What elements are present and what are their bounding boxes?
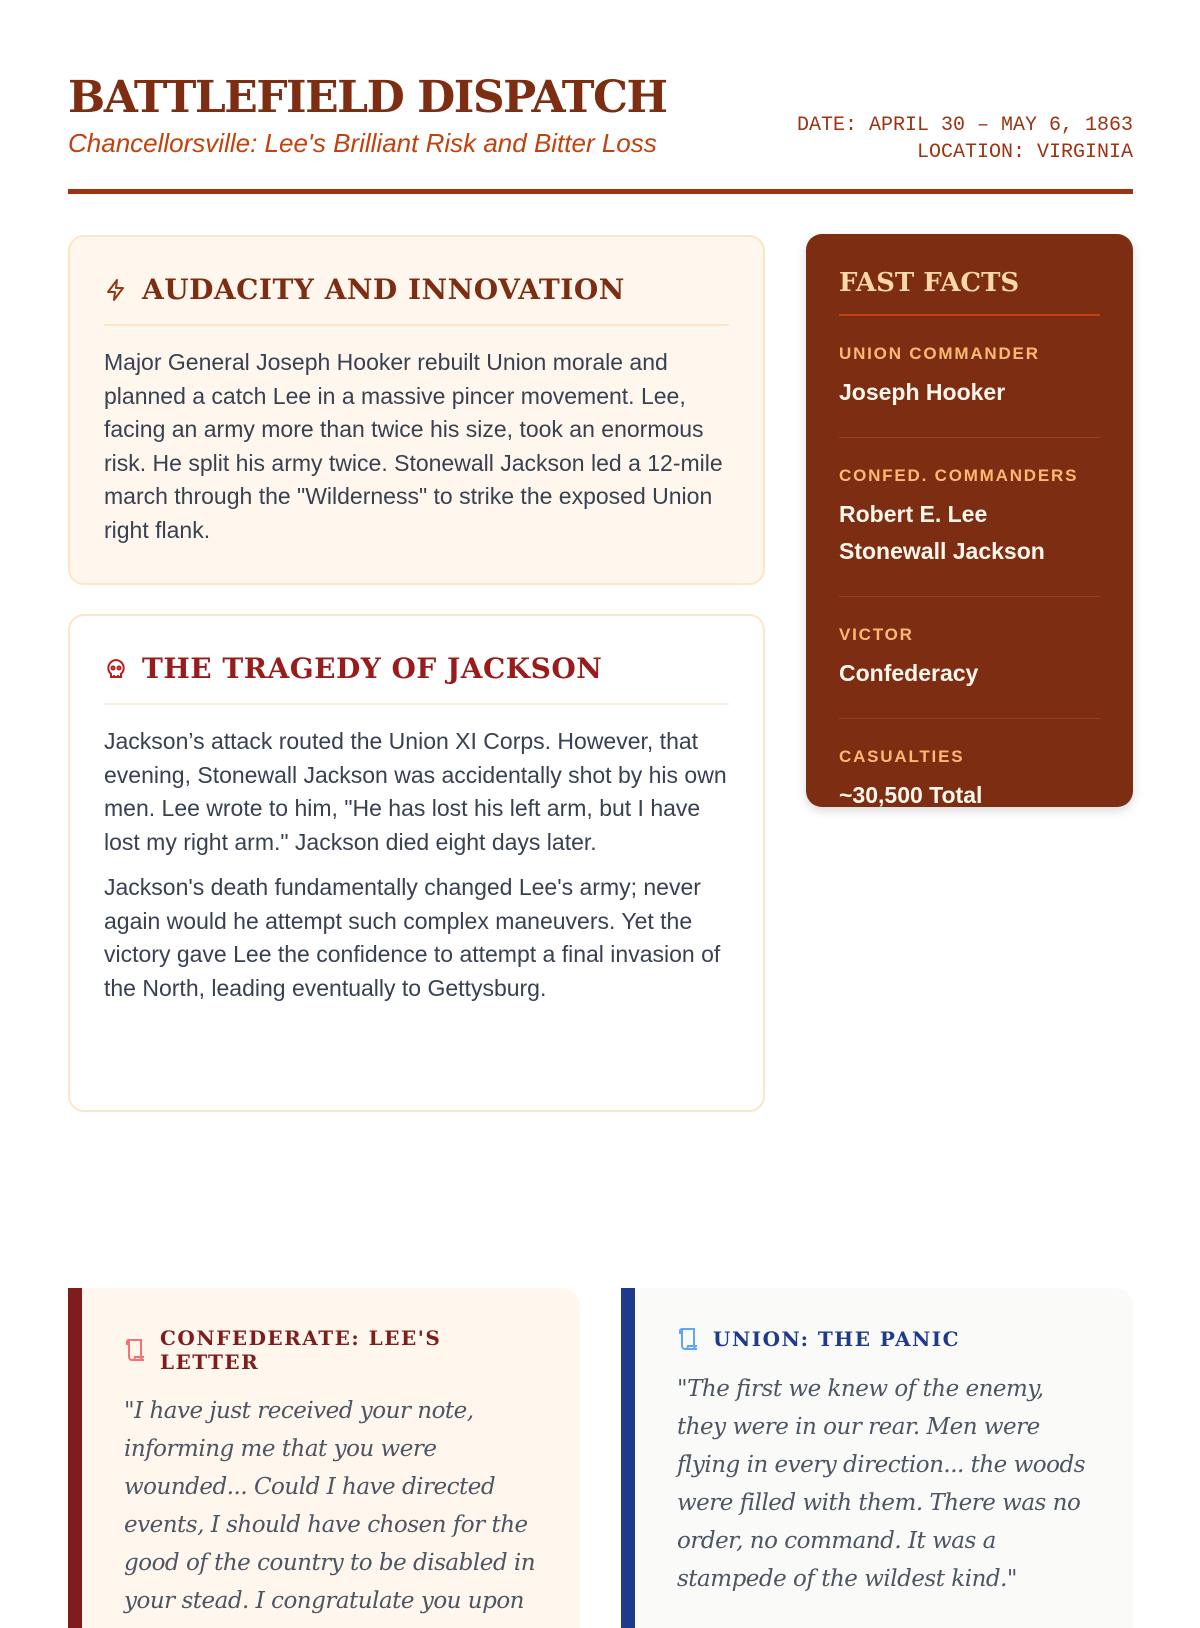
dispatch-meta bbox=[797, 112, 1133, 166]
quote-union bbox=[621, 1288, 1133, 1628]
fast-facts bbox=[806, 234, 1133, 807]
fact-victor bbox=[839, 597, 1100, 719]
page-subtitle: Chancellorsville: Lee's Brilliant Risk and Bitter Loss bbox=[68, 128, 657, 158]
quote-text: "The first we knew of the enemy, they were in our rear. Men were flying in every direction... the woods were filled with them. There was no order, no command. It was a stampede of the wildest kind." bbox=[677, 1376, 1086, 1592]
section-heading bbox=[104, 616, 729, 705]
quote-title: UNION: THE PANIC bbox=[713, 1327, 961, 1351]
page-title: BATTLEFIELD DISPATCH bbox=[68, 72, 667, 123]
fact-label: CASUALTIES bbox=[839, 747, 965, 766]
fact-value: Robert E. Lee bbox=[839, 501, 988, 527]
fact-value: Joseph Hooker bbox=[839, 379, 1006, 405]
quote-heading bbox=[124, 1326, 540, 1374]
section-title: AUDACITY AND INNOVATION bbox=[142, 273, 625, 306]
section-paragraph: Major General Joseph Hooker rebuilt Union morale and planned a catch Lee in a massive pincer movement. Lee, facing an army more than twice his size, took an enormous risk. He split his army twice. Stonewall Jackson led a 12-mile march through the "Wilderness" to strike the exposed Union right flank. bbox=[104, 349, 723, 543]
quote-confederate bbox=[68, 1288, 580, 1628]
fact-casualties bbox=[839, 719, 1100, 840]
fact-union-commander bbox=[839, 316, 1100, 438]
fact-value: ~30,500 Total bbox=[839, 782, 983, 808]
quote-text: "I have just received your note, informing me that you were wounded... Could I have directed events, I should have chosen for the good of the country to be disabled in your stead. I congratulate you upon bbox=[124, 1398, 536, 1614]
fact-confed-commanders bbox=[839, 438, 1100, 597]
section-title: THE TRAGEDY OF JACKSON bbox=[142, 652, 603, 685]
section-tragedy bbox=[68, 614, 765, 1112]
fact-value: Stonewall Jackson bbox=[839, 538, 1045, 564]
section-paragraph: Jackson's death fundamentally changed Lee's army; never again would he attempt such complex maneuvers. Yet the victory gave Lee the confidence to attempt a final invasion of the North, leading eventually to Gettysburg. bbox=[104, 874, 721, 1001]
section-paragraph: Jackson’s attack routed the Union XI Corps. However, that evening, Stonewall Jackson was accidentally shot by his own men. Lee wrote to him, "He has lost his left arm, but I have lost my right arm." Jackson died eight days later. bbox=[104, 728, 727, 855]
fact-label: CONFED. COMMANDERS bbox=[839, 466, 1079, 485]
scroll-icon bbox=[124, 1337, 148, 1363]
fact-label: UNION COMMANDER bbox=[839, 344, 1040, 363]
lightning-icon bbox=[104, 277, 128, 303]
date-text: DATE: APRIL 30 – MAY 6, 1863 bbox=[796, 114, 1133, 137]
fast-facts-title: FAST FACTS bbox=[839, 234, 1100, 316]
quote-title: CONFEDERATE: LEE'S LETTER bbox=[160, 1326, 442, 1374]
section-heading bbox=[104, 237, 729, 326]
skull-icon bbox=[104, 657, 128, 681]
fact-value: Confederacy bbox=[839, 660, 979, 686]
quote-heading bbox=[677, 1326, 1093, 1352]
section-audacity bbox=[68, 235, 765, 585]
location-text: LOCATION: VIRGINIA bbox=[916, 141, 1133, 164]
fact-label: VICTOR bbox=[839, 625, 914, 644]
page-header bbox=[68, 70, 1133, 194]
scroll-icon bbox=[677, 1326, 701, 1352]
